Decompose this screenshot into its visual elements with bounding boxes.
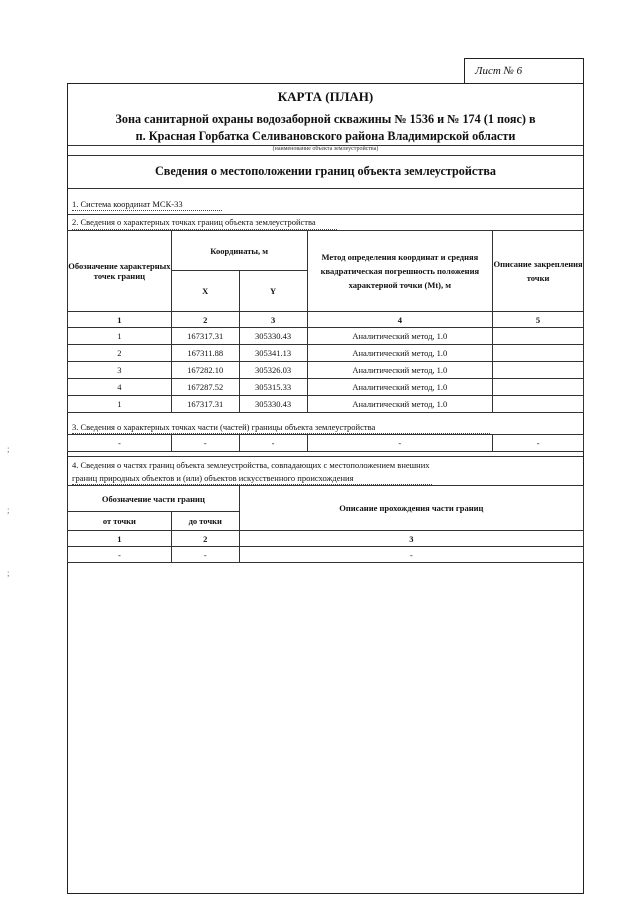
x-cell: 167317.31	[171, 328, 239, 345]
method-cell: Аналитический метод, 1.0	[307, 396, 493, 413]
col-number: 1	[68, 312, 172, 328]
margin-mark: ;	[7, 568, 10, 578]
divider	[68, 155, 583, 156]
empty-cell: -	[171, 547, 239, 563]
empty-cell: -	[307, 435, 493, 452]
point-cell: 1	[68, 328, 172, 345]
x-cell: 167317.31	[171, 396, 239, 413]
header-part: Обозначение части границ	[68, 486, 240, 512]
header-x: X	[171, 271, 239, 312]
x-cell: 167282.10	[171, 362, 239, 379]
object-caption: (наименование объекта землеустройства)	[272, 146, 379, 152]
header-to: до точки	[171, 512, 239, 531]
coordinate-system-text: 1. Система координат МСК-33	[72, 199, 183, 209]
description-cell	[493, 328, 584, 345]
method-cell: Аналитический метод, 1.0	[307, 362, 493, 379]
section-4-text-line-1: 4. Сведения о частях границ объекта землеустройства, совпадающих с местоположением внешних	[72, 460, 430, 470]
x-cell: 167287.52	[171, 379, 239, 396]
y-cell: 305315.33	[239, 379, 307, 396]
method-cell: Аналитический метод, 1.0	[307, 328, 493, 345]
header-coords: Координаты, м	[171, 231, 307, 271]
y-cell: 305330.43	[239, 328, 307, 345]
divider	[68, 214, 583, 215]
point-cell: 2	[68, 345, 172, 362]
empty-cell: -	[239, 547, 583, 563]
header-point: Обозначение характерных точек границ	[68, 231, 172, 312]
object-name-line-1: Зона санитарной охраны водозаборной скважины № 1536 и № 174 (1 пояс) в	[115, 112, 536, 126]
margin-mark: ;	[7, 505, 10, 515]
table-row	[68, 547, 584, 563]
margin-mark: ;	[7, 444, 10, 454]
point-cell: 1	[68, 396, 172, 413]
table-row	[68, 379, 584, 396]
table-row	[68, 396, 584, 413]
y-cell: 305330.43	[239, 396, 307, 413]
table-row	[68, 345, 584, 362]
col-number: 4	[307, 312, 493, 328]
description-cell	[493, 345, 584, 362]
description-cell	[493, 396, 584, 413]
empty-cell: -	[68, 435, 172, 452]
divider	[68, 188, 583, 189]
y-cell: 305326.03	[239, 362, 307, 379]
col-number: 2	[171, 312, 239, 328]
boundary-parts-table	[67, 485, 584, 563]
point-cell: 4	[68, 379, 172, 396]
description-cell	[493, 362, 584, 379]
col-number: 3	[239, 312, 307, 328]
section-3-text: 3. Сведения о характерных точках части (частей) границы объекта землеустройства	[72, 422, 376, 432]
col-number: 1	[68, 531, 172, 547]
header-description: Описание закрепления точки	[493, 231, 584, 312]
document-sheet	[67, 83, 584, 894]
map-title: КАРТА (ПЛАН)	[277, 89, 374, 104]
col-number: 3	[239, 531, 583, 547]
empty-cell: -	[239, 435, 307, 452]
method-cell: Аналитический метод, 1.0	[307, 379, 493, 396]
header-part-description: Описание прохождения части границ	[239, 486, 583, 531]
method-cell: Аналитический метод, 1.0	[307, 345, 493, 362]
part-points-table	[67, 434, 584, 452]
table-row	[68, 435, 584, 452]
y-cell: 305341.13	[239, 345, 307, 362]
object-name	[68, 111, 583, 145]
point-cell: 3	[68, 362, 172, 379]
section-title: Сведения о местоположении границ объекта землеустройства	[155, 164, 496, 178]
empty-cell: -	[68, 547, 172, 563]
section-4-text-line-2: границ природных объектов и (или) объектов искусственного происхождения	[72, 473, 354, 483]
sheet-number: Лист № 6	[464, 58, 584, 84]
table-row	[68, 328, 584, 345]
empty-cell: -	[493, 435, 584, 452]
header-y: Y	[239, 271, 307, 312]
section-2-text: 2. Сведения о характерных точках границ объекта землеустройства	[72, 217, 316, 227]
header-method: Метод определения координат и средняя квадратическая погрешность положения характерной точки (Mt), м	[307, 231, 493, 312]
col-number: 2	[171, 531, 239, 547]
col-number: 5	[493, 312, 584, 328]
empty-cell: -	[171, 435, 239, 452]
header-from: от точки	[68, 512, 172, 531]
x-cell: 167311.88	[171, 345, 239, 362]
description-cell	[493, 379, 584, 396]
characteristic-points-table	[67, 230, 584, 413]
divider	[68, 456, 583, 457]
underline	[72, 210, 222, 211]
table-row	[68, 362, 584, 379]
object-name-line-2: п. Красная Горбатка Селивановского района Владимирской области	[135, 129, 516, 143]
